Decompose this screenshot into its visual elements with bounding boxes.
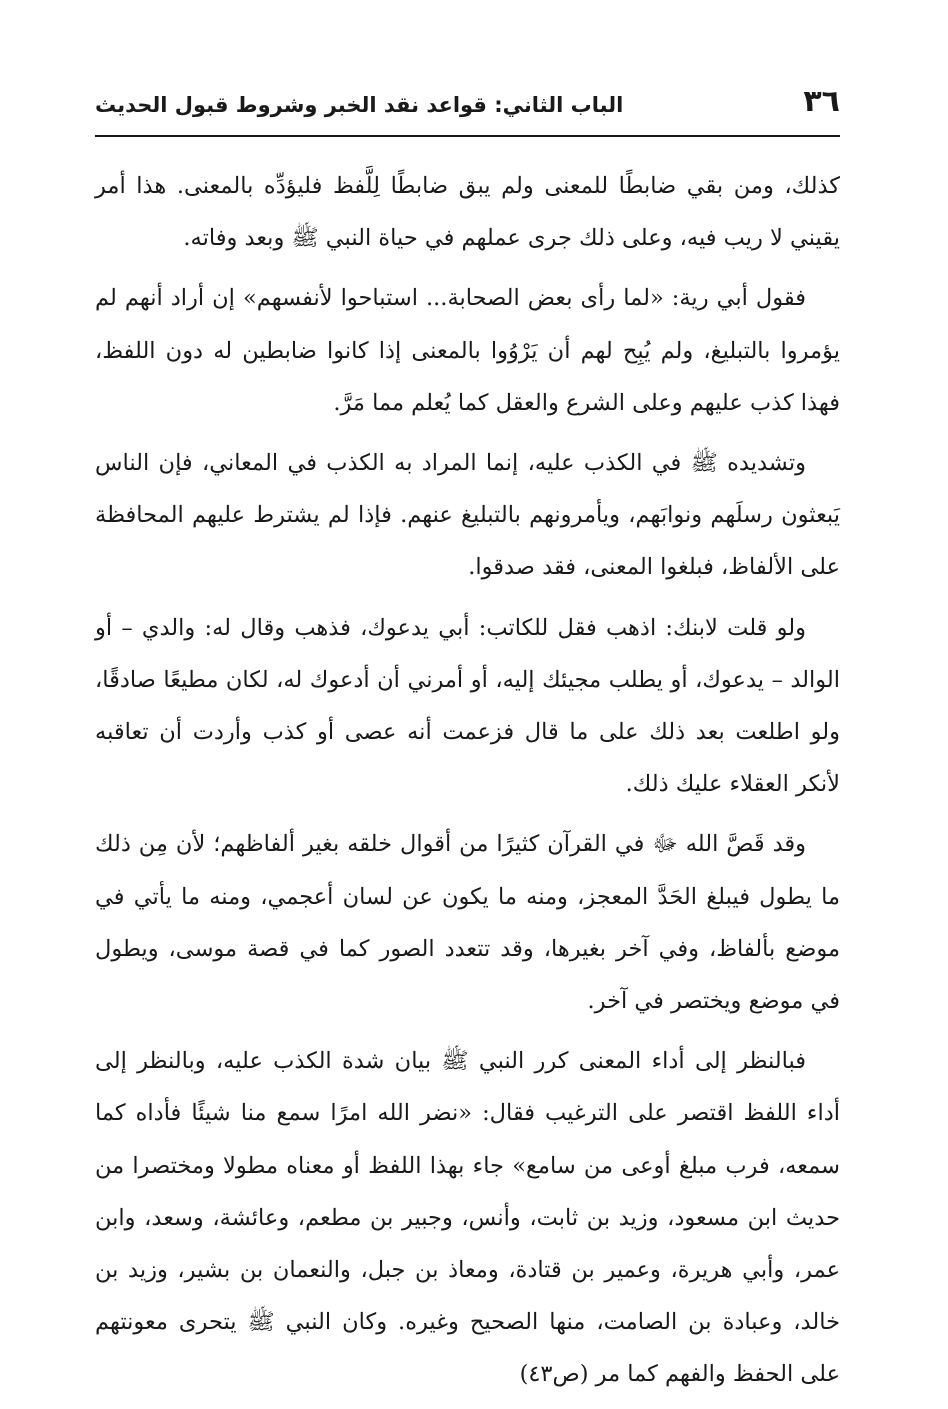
paragraph-3: وتشديده ﷺ في الكذب عليه، إنما المراد به الكذب في المعاني، فإن الناس يَبعثون رسلَهم ونوابَهم، ويأمرونهم بالتبليغ عنهم. فإذا لم يشترط عليهم المحافظة على الألفاظ، فبلغوا المعنى، فقد صدقوا.	[95, 450, 840, 581]
page-header	[95, 80, 840, 128]
paragraph-5: وقد قَصَّ الله ﷻ في القرآن كثيرًا من أقوال خلقه بغير ألفاظهم؛ لأن مِن ذلك ما يطول فيبلغ الحَدَّ المعجز، ومنه ما يكون عن لسان أعجمي، ومنه ما يأتي في موضع بألفاظ، وفي آخر بغيرها، وقد تتعدد الصور كما في قصة موسى، ويطول في موضع ويختصر في آخر.	[95, 831, 840, 1015]
body-text	[95, 160, 840, 1409]
paragraph-6: فبالنظر إلى أداء المعنى كرر النبي ﷺ بيان شدة الكذب عليه، وبالنظر إلى أداء اللفظ اقتصر على الترغيب فقال: «نضر الله امرًا سمع منا شيئًا فأداه كما سمعه، فرب مبلغ أوعى من سامع» جاء بهذا اللفظ أو معناه مطولا ومختصرا من حديث ابن مسعود، وزيد بن ثابت، وأنس، وجبير بن مطعم، وعائشة، وسعد، وابن عمر، وأبي هريرة، وعمير بن قتادة، ومعاذ بن جبل، والنعمان بن بشير، وزيد بن خالد، وعبادة بن الصامت، منها الصحيح وغيره. وكان النبي ﷺ يتحرى معونتهم على الحفظ والفهم كما مر (ص٤٣)	[95, 1048, 840, 1388]
paragraph-2: فقول أبي رية: «لما رأى بعض الصحابة... استباحوا لأنفسهم» إن أراد أنهم لم يؤمروا بالتبليغ، ولم يُبِح لهم أن يَرْوُوا بالمعنى إذا كانوا ضابطين له دون اللفظ، فهذا كذب عليهم وعلى الشرع والعقل كما يُعلم مما مَرَّ.	[95, 285, 840, 416]
header-divider	[95, 135, 840, 137]
paragraph-4: ولو قلت لابنك: اذهب فقل للكاتب: أبي يدعوك، فذهب وقال له: والدي – أو الوالد – يدعوك، أو يطلب مجيئك إليه، أو أمرني أن أدعوك له، لكان مطيعًا صادقًا، ولو اطلعت بعد ذلك على ما قال فزعمت أنه عصى أو كذب وأردت أن تعاقبه لأنكر العقلاء عليك ذلك.	[95, 614, 840, 798]
page-number: ٣٦	[803, 84, 840, 119]
paragraph-1: كذلك، ومن بقي ضابطًا للمعنى ولم يبق ضابطًا لِلَّفظ فليؤدِّه بالمعنى. هذا أمر يقيني لا ريب فيه، وعلى ذلك جرى عملهم في حياة النبي ﷺ وبعد وفاته.	[95, 173, 840, 252]
running-title: الباب الثاني: قواعد نقد الخبر وشروط قبول الحديث	[95, 93, 624, 117]
